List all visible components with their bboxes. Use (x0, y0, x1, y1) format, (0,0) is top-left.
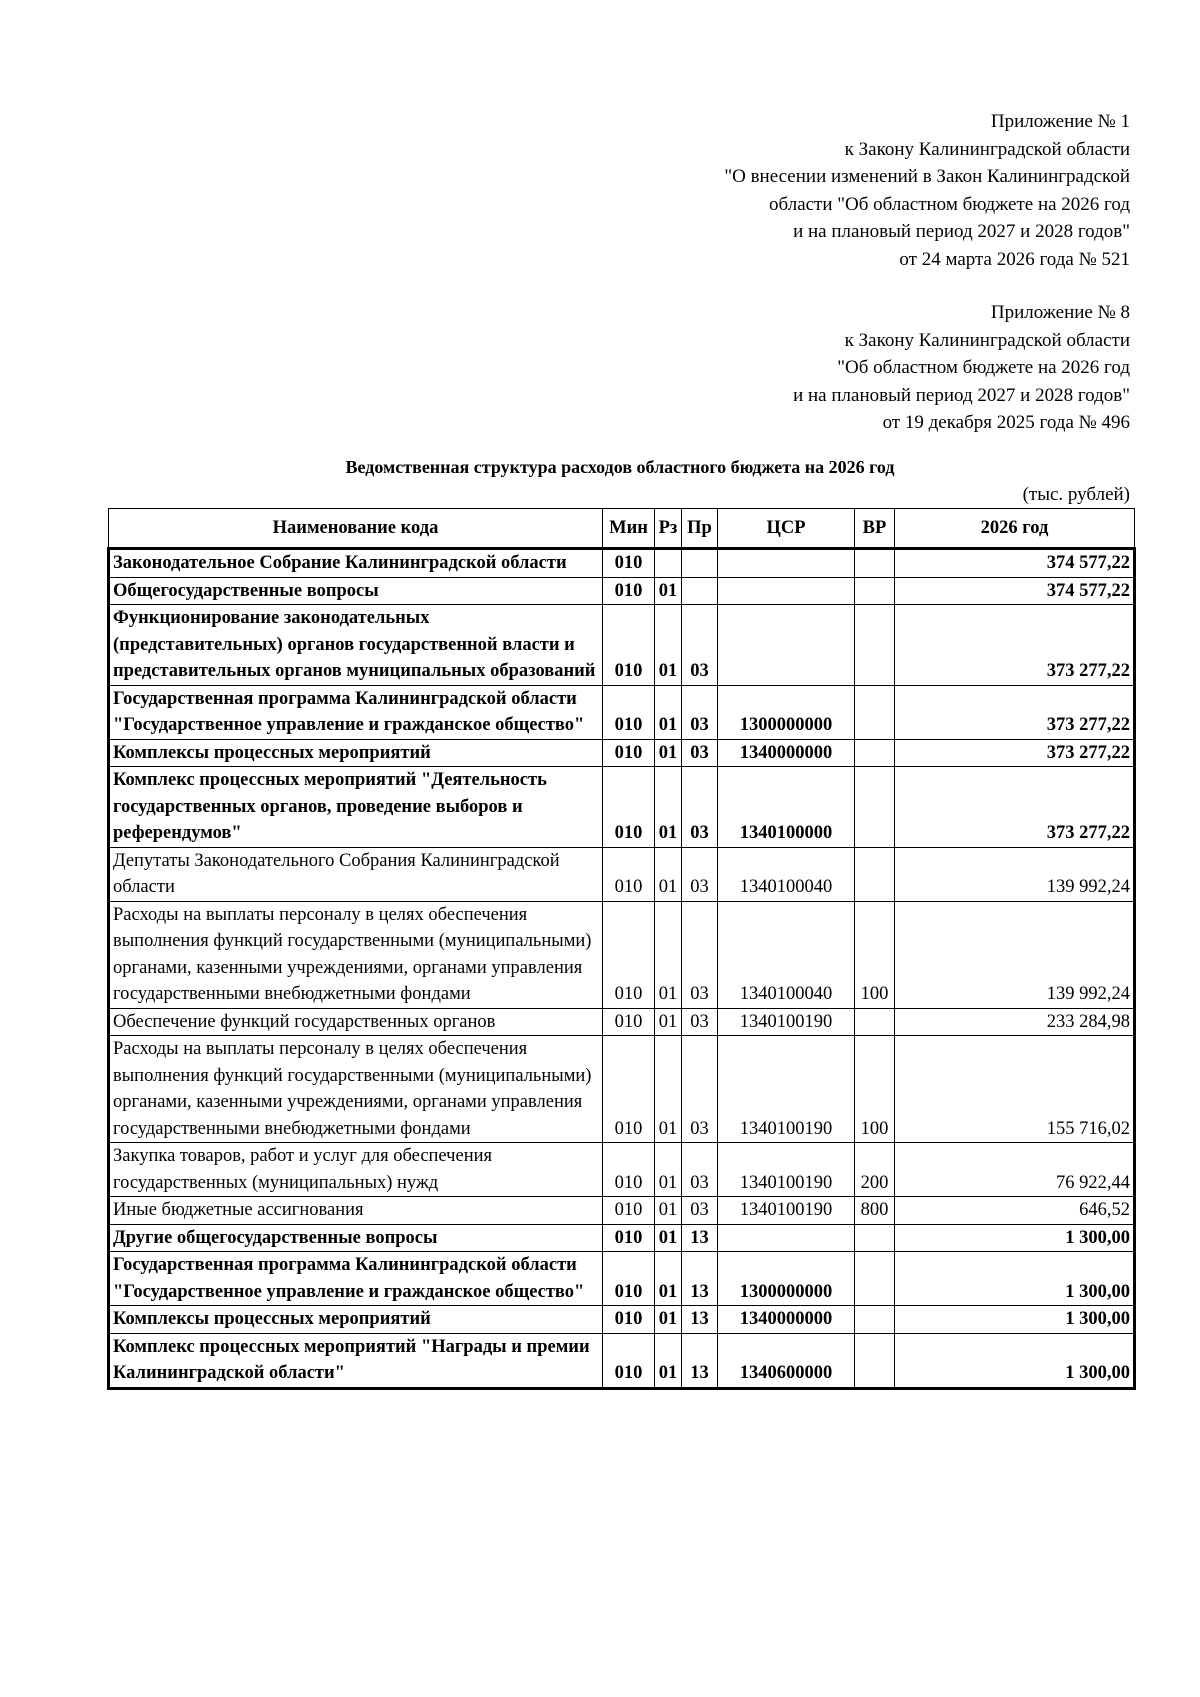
cell-amount: 373 277,22 (895, 685, 1135, 739)
cell-rz: 01 (655, 901, 682, 1008)
annex-1-line: "О внесении изменений в Закон Калининградской (724, 166, 1130, 187)
cell-vr (855, 1224, 895, 1252)
cell-amount: 155 716,02 (895, 1036, 1135, 1143)
cell-name: Депутаты Законодательного Собрания Калининградской области (109, 847, 603, 901)
header-rz: Рз (655, 509, 682, 549)
cell-csr: 1340100040 (718, 901, 855, 1008)
cell-pr: 13 (682, 1252, 718, 1306)
table-row (109, 577, 1135, 605)
cell-csr (718, 549, 855, 578)
cell-min: 010 (603, 767, 655, 848)
cell-rz: 01 (655, 1333, 682, 1388)
cell-min: 010 (603, 605, 655, 686)
cell-rz: 01 (655, 767, 682, 848)
cell-amount: 1 300,00 (895, 1306, 1135, 1334)
cell-rz: 01 (655, 847, 682, 901)
cell-amount: 76 922,44 (895, 1143, 1135, 1197)
cell-rz: 01 (655, 577, 682, 605)
header-vr: ВР (855, 509, 895, 549)
cell-csr: 1340600000 (718, 1333, 855, 1388)
cell-vr (855, 739, 895, 767)
annex-8-line: Приложение № 8 (990, 302, 1130, 323)
annex-1-line: от 24 марта 2026 года № 521 (899, 248, 1130, 270)
header-amount: 2026 год (895, 509, 1135, 549)
cell-name: Комплекс процессных мероприятий "Деятельность государственных органов, проведение выборов и референдумов" (109, 767, 603, 848)
cell-amount: 139 992,24 (895, 847, 1135, 901)
cell-rz: 01 (655, 605, 682, 686)
units-label: (тыс. рублей) (1022, 484, 1130, 505)
cell-min: 010 (603, 1143, 655, 1197)
cell-rz: 01 (655, 1143, 682, 1197)
cell-vr (855, 1333, 895, 1388)
annex-1-line: к Закону Калининградской области (844, 138, 1130, 160)
cell-csr (718, 605, 855, 686)
budget-table (107, 508, 1136, 1390)
cell-amount: 373 277,22 (895, 767, 1135, 848)
cell-csr (718, 1224, 855, 1252)
cell-min: 010 (603, 739, 655, 767)
cell-name: Комплексы процессных мероприятий (109, 1306, 603, 1334)
cell-amount: 373 277,22 (895, 739, 1135, 767)
annex-1-line: области "Об областном бюджете на 2026 год (769, 193, 1130, 215)
cell-name: Государственная программа Калининградской области "Государственное управление и гражданское общество" (109, 1252, 603, 1306)
cell-vr (855, 767, 895, 848)
table-row (109, 1306, 1135, 1334)
cell-name: Расходы на выплаты персоналу в целях обеспечения выполнения функций государственными (муниципальными) органами, казенными учреждениями, органами управления государственными внебюджетными фондами (109, 1036, 603, 1143)
cell-name: Законодательное Собрание Калининградской области (109, 549, 603, 578)
header-row (109, 509, 1135, 549)
cell-min: 010 (603, 549, 655, 578)
table-row (109, 1333, 1135, 1388)
cell-amount: 646,52 (895, 1197, 1135, 1225)
cell-rz: 01 (655, 1224, 682, 1252)
cell-name: Общегосударственные вопросы (109, 577, 603, 605)
cell-amount: 374 577,22 (895, 549, 1135, 578)
table-row (109, 605, 1135, 686)
cell-pr: 03 (682, 1036, 718, 1143)
cell-vr: 200 (855, 1143, 895, 1197)
header-pr: Пр (682, 509, 718, 549)
cell-pr: 03 (682, 1197, 718, 1225)
cell-pr: 13 (682, 1224, 718, 1252)
table-row (109, 1224, 1135, 1252)
table-row (109, 847, 1135, 901)
table-row (109, 901, 1135, 1008)
cell-name: Иные бюджетные ассигнования (109, 1197, 603, 1225)
cell-min: 010 (603, 1224, 655, 1252)
cell-csr: 1300000000 (718, 685, 855, 739)
cell-vr: 100 (855, 1036, 895, 1143)
cell-csr (718, 577, 855, 605)
table-header (109, 509, 1135, 549)
table-row (109, 685, 1135, 739)
cell-amount: 1 300,00 (895, 1252, 1135, 1306)
cell-amount: 374 577,22 (895, 577, 1135, 605)
annex-8-line: "Об областном бюджете на 2026 год (837, 357, 1130, 378)
header-min: Мин (603, 509, 655, 549)
cell-vr (855, 605, 895, 686)
annex-8-header (793, 299, 1130, 437)
table-row (109, 1143, 1135, 1197)
cell-min: 010 (603, 1306, 655, 1334)
cell-pr: 03 (682, 685, 718, 739)
cell-vr: 100 (855, 901, 895, 1008)
cell-vr (855, 549, 895, 578)
cell-min: 010 (603, 577, 655, 605)
cell-amount: 1 300,00 (895, 1224, 1135, 1252)
cell-min: 010 (603, 847, 655, 901)
cell-name: Другие общегосударственные вопросы (109, 1224, 603, 1252)
header-name: Наименование кода (109, 509, 603, 549)
cell-rz: 01 (655, 1306, 682, 1334)
cell-min: 010 (603, 1008, 655, 1036)
table-row (109, 549, 1135, 578)
cell-vr (855, 847, 895, 901)
cell-name: Расходы на выплаты персоналу в целях обеспечения выполнения функций государственными (муниципальными) органами, казенными учреждениями, органами управления государственными внебюджетными фондами (109, 901, 603, 1008)
cell-name: Государственная программа Калининградской области "Государственное управление и гражданское общество" (109, 685, 603, 739)
cell-pr: 03 (682, 847, 718, 901)
cell-csr: 1340100190 (718, 1143, 855, 1197)
cell-name: Функционирование законодательных (представительных) органов государственной власти и представительных органов муниципальных образований (109, 605, 603, 686)
cell-vr (855, 1008, 895, 1036)
table-row (109, 1036, 1135, 1143)
document-title: Ведомственная структура расходов областного бюджета на 2026 год (345, 457, 895, 477)
cell-pr: 03 (682, 901, 718, 1008)
cell-csr: 1340000000 (718, 739, 855, 767)
table-row (109, 739, 1135, 767)
annex-1-line: и на плановый период 2027 и 2028 годов" (793, 221, 1130, 242)
cell-amount: 139 992,24 (895, 901, 1135, 1008)
cell-pr: 13 (682, 1306, 718, 1334)
cell-min: 010 (603, 685, 655, 739)
cell-min: 010 (603, 901, 655, 1008)
cell-vr (855, 685, 895, 739)
cell-min: 010 (603, 1197, 655, 1225)
cell-rz: 01 (655, 739, 682, 767)
cell-rz: 01 (655, 685, 682, 739)
table-row (109, 1008, 1135, 1036)
cell-csr: 1340100190 (718, 1197, 855, 1225)
cell-pr: 03 (682, 605, 718, 686)
cell-csr: 1340100040 (718, 847, 855, 901)
cell-csr: 1300000000 (718, 1252, 855, 1306)
cell-csr: 1340100000 (718, 767, 855, 848)
cell-name: Закупка товаров, работ и услуг для обеспечения государственных (муниципальных) нужд (109, 1143, 603, 1197)
cell-amount: 1 300,00 (895, 1333, 1135, 1388)
cell-pr: 03 (682, 767, 718, 848)
table-body (109, 549, 1135, 1389)
cell-amount: 373 277,22 (895, 605, 1135, 686)
table-row (109, 767, 1135, 848)
cell-pr: 13 (682, 1333, 718, 1388)
annex-8-line: от 19 декабря 2025 года № 496 (882, 412, 1130, 433)
cell-vr (855, 1306, 895, 1334)
header-csr: ЦСР (718, 509, 855, 549)
cell-pr (682, 577, 718, 605)
cell-rz: 01 (655, 1197, 682, 1225)
cell-rz: 01 (655, 1252, 682, 1306)
annex-1-header (724, 108, 1130, 273)
cell-vr: 800 (855, 1197, 895, 1225)
annex-8-line: к Закону Калининградской области (844, 329, 1130, 351)
cell-csr: 1340100190 (718, 1036, 855, 1143)
cell-amount: 233 284,98 (895, 1008, 1135, 1036)
cell-vr (855, 1252, 895, 1306)
cell-vr (855, 577, 895, 605)
cell-min: 010 (603, 1252, 655, 1306)
cell-pr: 03 (682, 739, 718, 767)
table-row (109, 1252, 1135, 1306)
table-row (109, 1197, 1135, 1225)
cell-name: Комплекс процессных мероприятий "Награды и премии Калининградской области" (109, 1333, 603, 1388)
cell-pr (682, 549, 718, 578)
cell-csr: 1340100190 (718, 1008, 855, 1036)
cell-rz (655, 549, 682, 578)
cell-name: Комплексы процессных мероприятий (109, 739, 603, 767)
cell-min: 010 (603, 1333, 655, 1388)
cell-pr: 03 (682, 1008, 718, 1036)
cell-rz: 01 (655, 1036, 682, 1143)
cell-csr: 1340000000 (718, 1306, 855, 1334)
cell-min: 010 (603, 1036, 655, 1143)
cell-name: Обеспечение функций государственных органов (109, 1008, 603, 1036)
annex-8-line: и на плановый период 2027 и 2028 годов" (793, 384, 1130, 406)
cell-pr: 03 (682, 1143, 718, 1197)
annex-1-line: Приложение № 1 (990, 111, 1130, 132)
cell-rz: 01 (655, 1008, 682, 1036)
